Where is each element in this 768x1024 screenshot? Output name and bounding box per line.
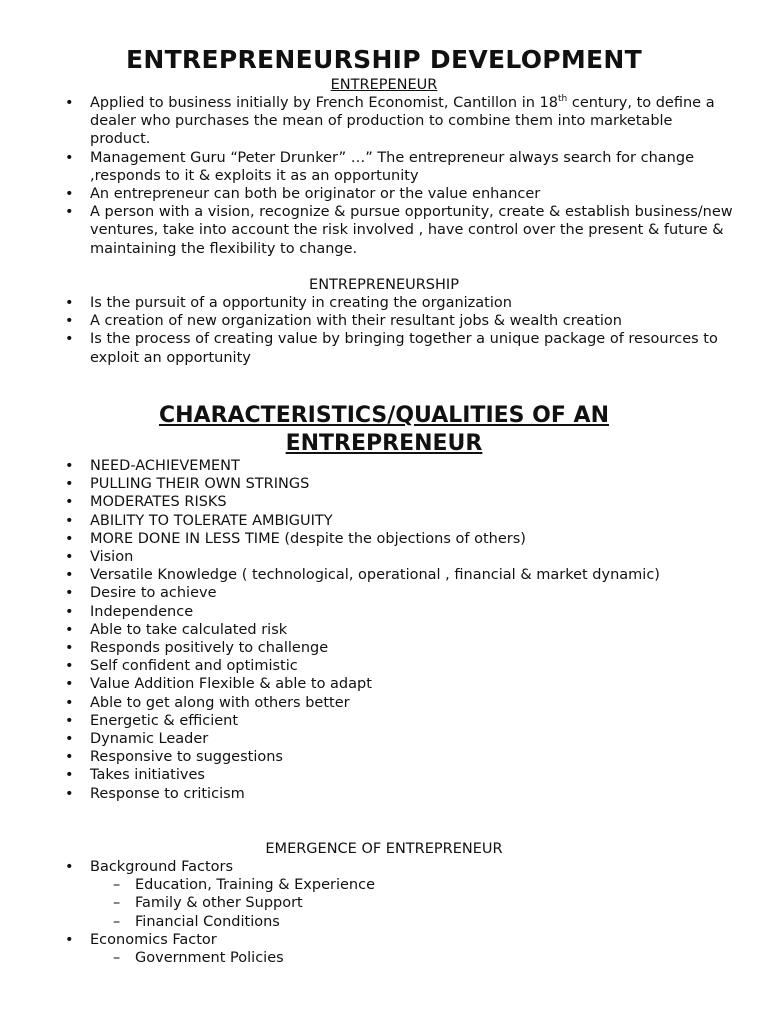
sub-list-item: – Financial Conditions bbox=[90, 913, 734, 931]
list-item: • Dynamic Leader bbox=[62, 730, 734, 748]
list-item: • A person with a vision, recognize & pursue opportunity, create & establish business/new ventures, take into account the risk involved , have control over the present & future & maintaining the flexibility to change. bbox=[62, 203, 734, 258]
list-item: • Vision bbox=[62, 548, 734, 566]
list-item: • Versatile Knowledge ( technological, operational , financial & market dynamic) bbox=[62, 566, 734, 584]
list-item: • Management Guru “Peter Drunker” …” The entrepreneur always search for change ,responds to it & exploits it as an opportunity bbox=[62, 149, 734, 185]
list-item bbox=[62, 858, 734, 931]
list-item-label: Economics Factor bbox=[90, 931, 217, 948]
section-heading-characteristics-line1: CHARACTERISTICS/QUALITIES OF AN bbox=[158, 403, 609, 428]
emergence-list bbox=[62, 858, 734, 967]
list-item: • Able to take calculated risk bbox=[62, 621, 734, 639]
list-item: • Response to criticism bbox=[62, 785, 734, 803]
list-item: • Is the pursuit of a opportunity in creating the organization bbox=[62, 294, 734, 312]
list-item: • NEED-ACHIEVEMENT bbox=[62, 457, 734, 475]
list-item: • ABILITY TO TOLERATE AMBIGUITY bbox=[62, 512, 734, 530]
sub-list-item: – Education, Training & Experience bbox=[90, 876, 734, 894]
section-heading-emergence: EMERGENCE OF ENTREPRENEUR bbox=[265, 841, 503, 857]
list-item: • MODERATES RISKS bbox=[62, 493, 734, 511]
list-item: • MORE DONE IN LESS TIME (despite the objections of others) bbox=[62, 530, 734, 548]
document-title: ENTREPRENEURSHIP DEVELOPMENT bbox=[125, 45, 643, 74]
section-heading-characteristics-line2: ENTREPRENEUR bbox=[285, 431, 483, 456]
list-item: • Responsive to suggestions bbox=[62, 748, 734, 766]
section-heading-entrepeneur: ENTREPENEUR bbox=[330, 77, 438, 93]
list-item: • Independence bbox=[62, 603, 734, 621]
characteristics-list bbox=[62, 457, 734, 803]
entrepreneurship-list bbox=[62, 294, 734, 367]
list-item-label: Background Factors bbox=[90, 859, 234, 875]
list-item: • PULLING THEIR OWN STRINGS bbox=[62, 475, 734, 493]
entrepeneur-list bbox=[62, 94, 734, 258]
list-item: • Takes initiatives bbox=[62, 766, 734, 784]
list-item: • A creation of new organization with their resultant jobs & wealth creation bbox=[62, 312, 734, 330]
section-heading-entrepreneurship: ENTREPRENEURSHIP bbox=[309, 277, 459, 293]
list-item: • Self confident and optimistic bbox=[62, 657, 734, 675]
sub-list bbox=[90, 876, 734, 931]
list-item: • An entrepreneur can both be originator or the value enhancer bbox=[62, 185, 734, 203]
sub-list-item: – Government Policies bbox=[90, 949, 734, 967]
sub-list-item: – Family & other Support bbox=[90, 894, 734, 912]
sub-list bbox=[90, 949, 734, 967]
list-item: • Applied to business initially by French Economist, Cantillon in 18th century, to define a dealer who purchases the mean of production to combine them into marketable product. bbox=[62, 94, 734, 149]
list-item: • Value Addition Flexible & able to adapt bbox=[62, 675, 734, 693]
list-item: • Energetic & efficient bbox=[62, 712, 734, 730]
list-item bbox=[62, 931, 734, 967]
list-item: • Desire to achieve bbox=[62, 584, 734, 602]
list-item: • Responds positively to challenge bbox=[62, 639, 734, 657]
list-item: • Able to get along with others better bbox=[62, 694, 734, 712]
list-item: • Is the process of creating value by bringing together a unique package of resources to exploit an opportunity bbox=[62, 330, 734, 366]
